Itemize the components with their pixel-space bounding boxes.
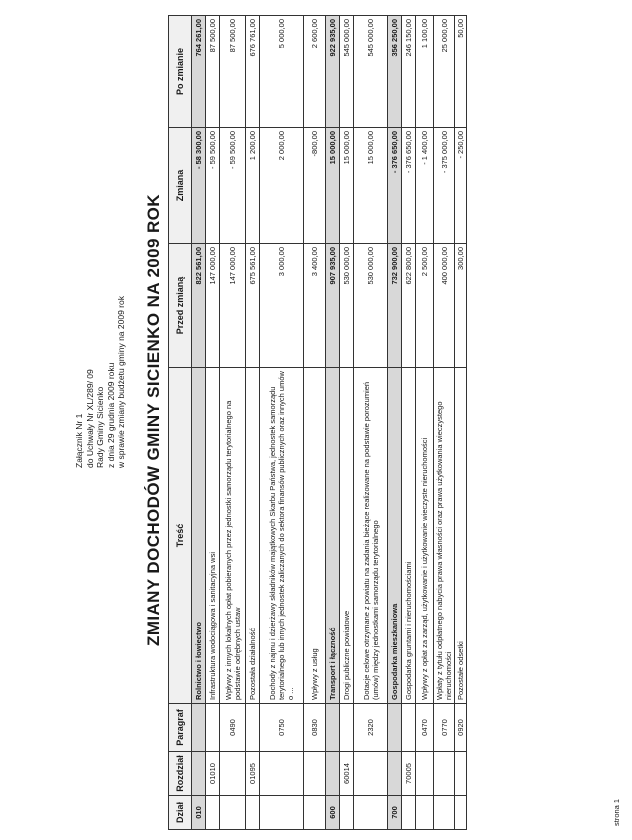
table-row <box>402 16 416 830</box>
cell-paragraf: 0490 <box>220 704 246 752</box>
cell-zmiana: 15 000,00 <box>340 128 354 244</box>
cell-rozdzial: 01095 <box>246 752 260 796</box>
cell-po-zmianie: 676 761,00 <box>246 16 260 128</box>
cell-tresc: Gospodarka gruntami i nieruchomościami <box>402 368 416 704</box>
cell-tresc: Wpłaty z tytułu odpłatnego nabycia prawa własności oraz prawa użytkowania wieczystego nieruchomości <box>434 368 455 704</box>
cell-rozdzial <box>455 752 467 796</box>
cell-zmiana: - 58 300,00 <box>192 128 206 244</box>
cell-zmiana: - 375 000,00 <box>434 128 455 244</box>
cell-po-zmianie: 87 500,00 <box>220 16 246 128</box>
cell-dzial <box>220 796 246 830</box>
cell-paragraf <box>192 704 206 752</box>
cell-tresc: Dochody z najmu i dzierżawy składników majątkowych Skarbu Państwa, jednostek samorządu terytorialnego lub innych jednostek zaliczanych do sektora finansów publicznych oraz innych umów o ... <box>260 368 304 704</box>
cell-paragraf: 2320 <box>354 704 388 752</box>
cell-zmiana: - 250,00 <box>455 128 467 244</box>
column-header-po-zmianie: Po zmianie <box>169 16 192 128</box>
cell-paragraf: 0470 <box>416 704 434 752</box>
cell-przed-zmiana: 147 000,00 <box>206 244 220 368</box>
cell-paragraf <box>206 704 220 752</box>
table-row <box>192 16 206 830</box>
cell-dzial <box>206 796 220 830</box>
table-row <box>388 16 402 830</box>
cell-rozdzial: 70005 <box>402 752 416 796</box>
cell-przed-zmiana: 907 935,00 <box>326 244 340 368</box>
cell-przed-zmiana: 147 000,00 <box>220 244 246 368</box>
header-line: Załącznik Nr 1 <box>74 413 84 468</box>
cell-dzial <box>455 796 467 830</box>
cell-tresc: Gospodarka mieszkaniowa <box>388 368 402 704</box>
cell-zmiana: - 59 500,00 <box>206 128 220 244</box>
page-number: strona 1 <box>612 798 621 826</box>
cell-tresc: Infrastruktura wodociągowa i sanitacyjna wsi <box>206 368 220 704</box>
cell-rozdzial <box>192 752 206 796</box>
cell-po-zmianie: 87 500,00 <box>206 16 220 128</box>
cell-paragraf <box>326 704 340 752</box>
cell-dzial <box>354 796 388 830</box>
attachment-header <box>74 188 127 468</box>
cell-po-zmianie: 545 000,00 <box>354 16 388 128</box>
column-header-przed-zmiana: Przed zmianą <box>169 244 192 368</box>
table-body <box>192 16 467 830</box>
column-header-dzial: Dział <box>169 796 192 830</box>
cell-dzial <box>434 796 455 830</box>
cell-dzial: 700 <box>388 796 402 830</box>
cell-paragraf <box>340 704 354 752</box>
cell-dzial <box>340 796 354 830</box>
cell-tresc: Pozostałe odsetki <box>455 368 467 704</box>
header-line: Rady Gminy Sicienko <box>95 386 105 468</box>
cell-tresc: Dotacje celowe otrzymane z powiatu na zadania bieżące realizowane na podstawie porozumień (umów) między jednostkami samorządu terytorialnego <box>354 368 388 704</box>
cell-paragraf: 0920 <box>455 704 467 752</box>
table-row <box>260 16 304 830</box>
cell-przed-zmiana: 530 000,00 <box>354 244 388 368</box>
cell-tresc: Pozostała działalność <box>246 368 260 704</box>
cell-zmiana: - 1 400,00 <box>416 128 434 244</box>
column-header-tresc: Treść <box>169 368 192 704</box>
cell-przed-zmiana: 400 000,00 <box>434 244 455 368</box>
cell-przed-zmiana: 300,00 <box>455 244 467 368</box>
column-header-zmiana: Zmiana <box>169 128 192 244</box>
table-row <box>206 16 220 830</box>
table-row <box>354 16 388 830</box>
cell-po-zmianie: 1 100,00 <box>416 16 434 128</box>
cell-przed-zmiana: 3 400,00 <box>304 244 326 368</box>
cell-tresc: Drogi publiczne powiatowe <box>340 368 354 704</box>
cell-przed-zmiana: 622 800,00 <box>402 244 416 368</box>
cell-po-zmianie: 5 000,00 <box>260 16 304 128</box>
cell-rozdzial: 01010 <box>206 752 220 796</box>
cell-zmiana: - 376 650,00 <box>402 128 416 244</box>
cell-przed-zmiana: 675 561,00 <box>246 244 260 368</box>
cell-po-zmianie: 356 250,00 <box>388 16 402 128</box>
cell-paragraf: 0770 <box>434 704 455 752</box>
cell-dzial <box>246 796 260 830</box>
cell-tresc: Transport i łączność <box>326 368 340 704</box>
cell-rozdzial <box>260 752 304 796</box>
cell-tresc: Wpływy z opłat za zarząd, użytkowanie i użytkowanie wieczyste nieruchomości <box>416 368 434 704</box>
cell-po-zmianie: 25 000,00 <box>434 16 455 128</box>
header-line: w sprawie zmiany budżetu gminy na 2009 rok <box>116 296 126 468</box>
cell-przed-zmiana: 3 000,00 <box>260 244 304 368</box>
cell-zmiana: 2 000,00 <box>260 128 304 244</box>
cell-przed-zmiana: 2 500,00 <box>416 244 434 368</box>
cell-zmiana: - 59 500,00 <box>220 128 246 244</box>
cell-dzial <box>402 796 416 830</box>
cell-po-zmianie: 922 935,00 <box>326 16 340 128</box>
cell-przed-zmiana: 732 900,00 <box>388 244 402 368</box>
cell-zmiana: - 376 650,00 <box>388 128 402 244</box>
cell-paragraf <box>246 704 260 752</box>
table-row <box>246 16 260 830</box>
cell-rozdzial <box>388 752 402 796</box>
table-row <box>434 16 455 830</box>
table-row <box>340 16 354 830</box>
cell-rozdzial <box>354 752 388 796</box>
cell-rozdzial <box>434 752 455 796</box>
column-header-rozdzial: Rozdział <box>169 752 192 796</box>
cell-tresc: Rolnictwo i łowiectwo <box>192 368 206 704</box>
cell-dzial: 010 <box>192 796 206 830</box>
table-row <box>326 16 340 830</box>
cell-po-zmianie: 764 261,00 <box>192 16 206 128</box>
cell-dzial <box>304 796 326 830</box>
cell-rozdzial <box>326 752 340 796</box>
cell-rozdzial <box>304 752 326 796</box>
cell-po-zmianie: 545 000,00 <box>340 16 354 128</box>
budget-changes-table <box>168 15 467 830</box>
table-row <box>455 16 467 830</box>
cell-dzial: 600 <box>326 796 340 830</box>
cell-zmiana: 15 000,00 <box>354 128 388 244</box>
cell-rozdzial: 60014 <box>340 752 354 796</box>
cell-dzial <box>260 796 304 830</box>
cell-paragraf <box>402 704 416 752</box>
header-line: z dnia 29 grudnia 2009 roku <box>105 362 116 468</box>
table-row <box>220 16 246 830</box>
cell-tresc: Wpływy z innych lokalnych opłat pobieranych przez jednostki samorządu terytorialnego na podstawie odrębnych ustaw <box>220 368 246 704</box>
cell-zmiana: 15 000,00 <box>326 128 340 244</box>
cell-przed-zmiana: 530 000,00 <box>340 244 354 368</box>
cell-tresc: Wpływy z usług <box>304 368 326 704</box>
cell-zmiana: -800,00 <box>304 128 326 244</box>
cell-po-zmianie: 246 150,00 <box>402 16 416 128</box>
cell-dzial <box>416 796 434 830</box>
cell-po-zmianie: 2 600,00 <box>304 16 326 128</box>
cell-przed-zmiana: 822 561,00 <box>192 244 206 368</box>
cell-paragraf <box>388 704 402 752</box>
cell-paragraf: 0830 <box>304 704 326 752</box>
table-row <box>416 16 434 830</box>
cell-paragraf: 0750 <box>260 704 304 752</box>
cell-rozdzial <box>220 752 246 796</box>
cell-zmiana: 1 200,00 <box>246 128 260 244</box>
column-header-paragraf: Paragraf <box>169 704 192 752</box>
cell-po-zmianie: 50,00 <box>455 16 467 128</box>
table-row <box>304 16 326 830</box>
document-title: ZMIANY DOCHODÓW GMINY SICIENKO NA 2009 ROK <box>144 194 163 646</box>
table-header-row <box>169 16 192 830</box>
cell-rozdzial <box>416 752 434 796</box>
header-line: do Uchwały Nr XL/289/ 09 <box>84 369 95 468</box>
